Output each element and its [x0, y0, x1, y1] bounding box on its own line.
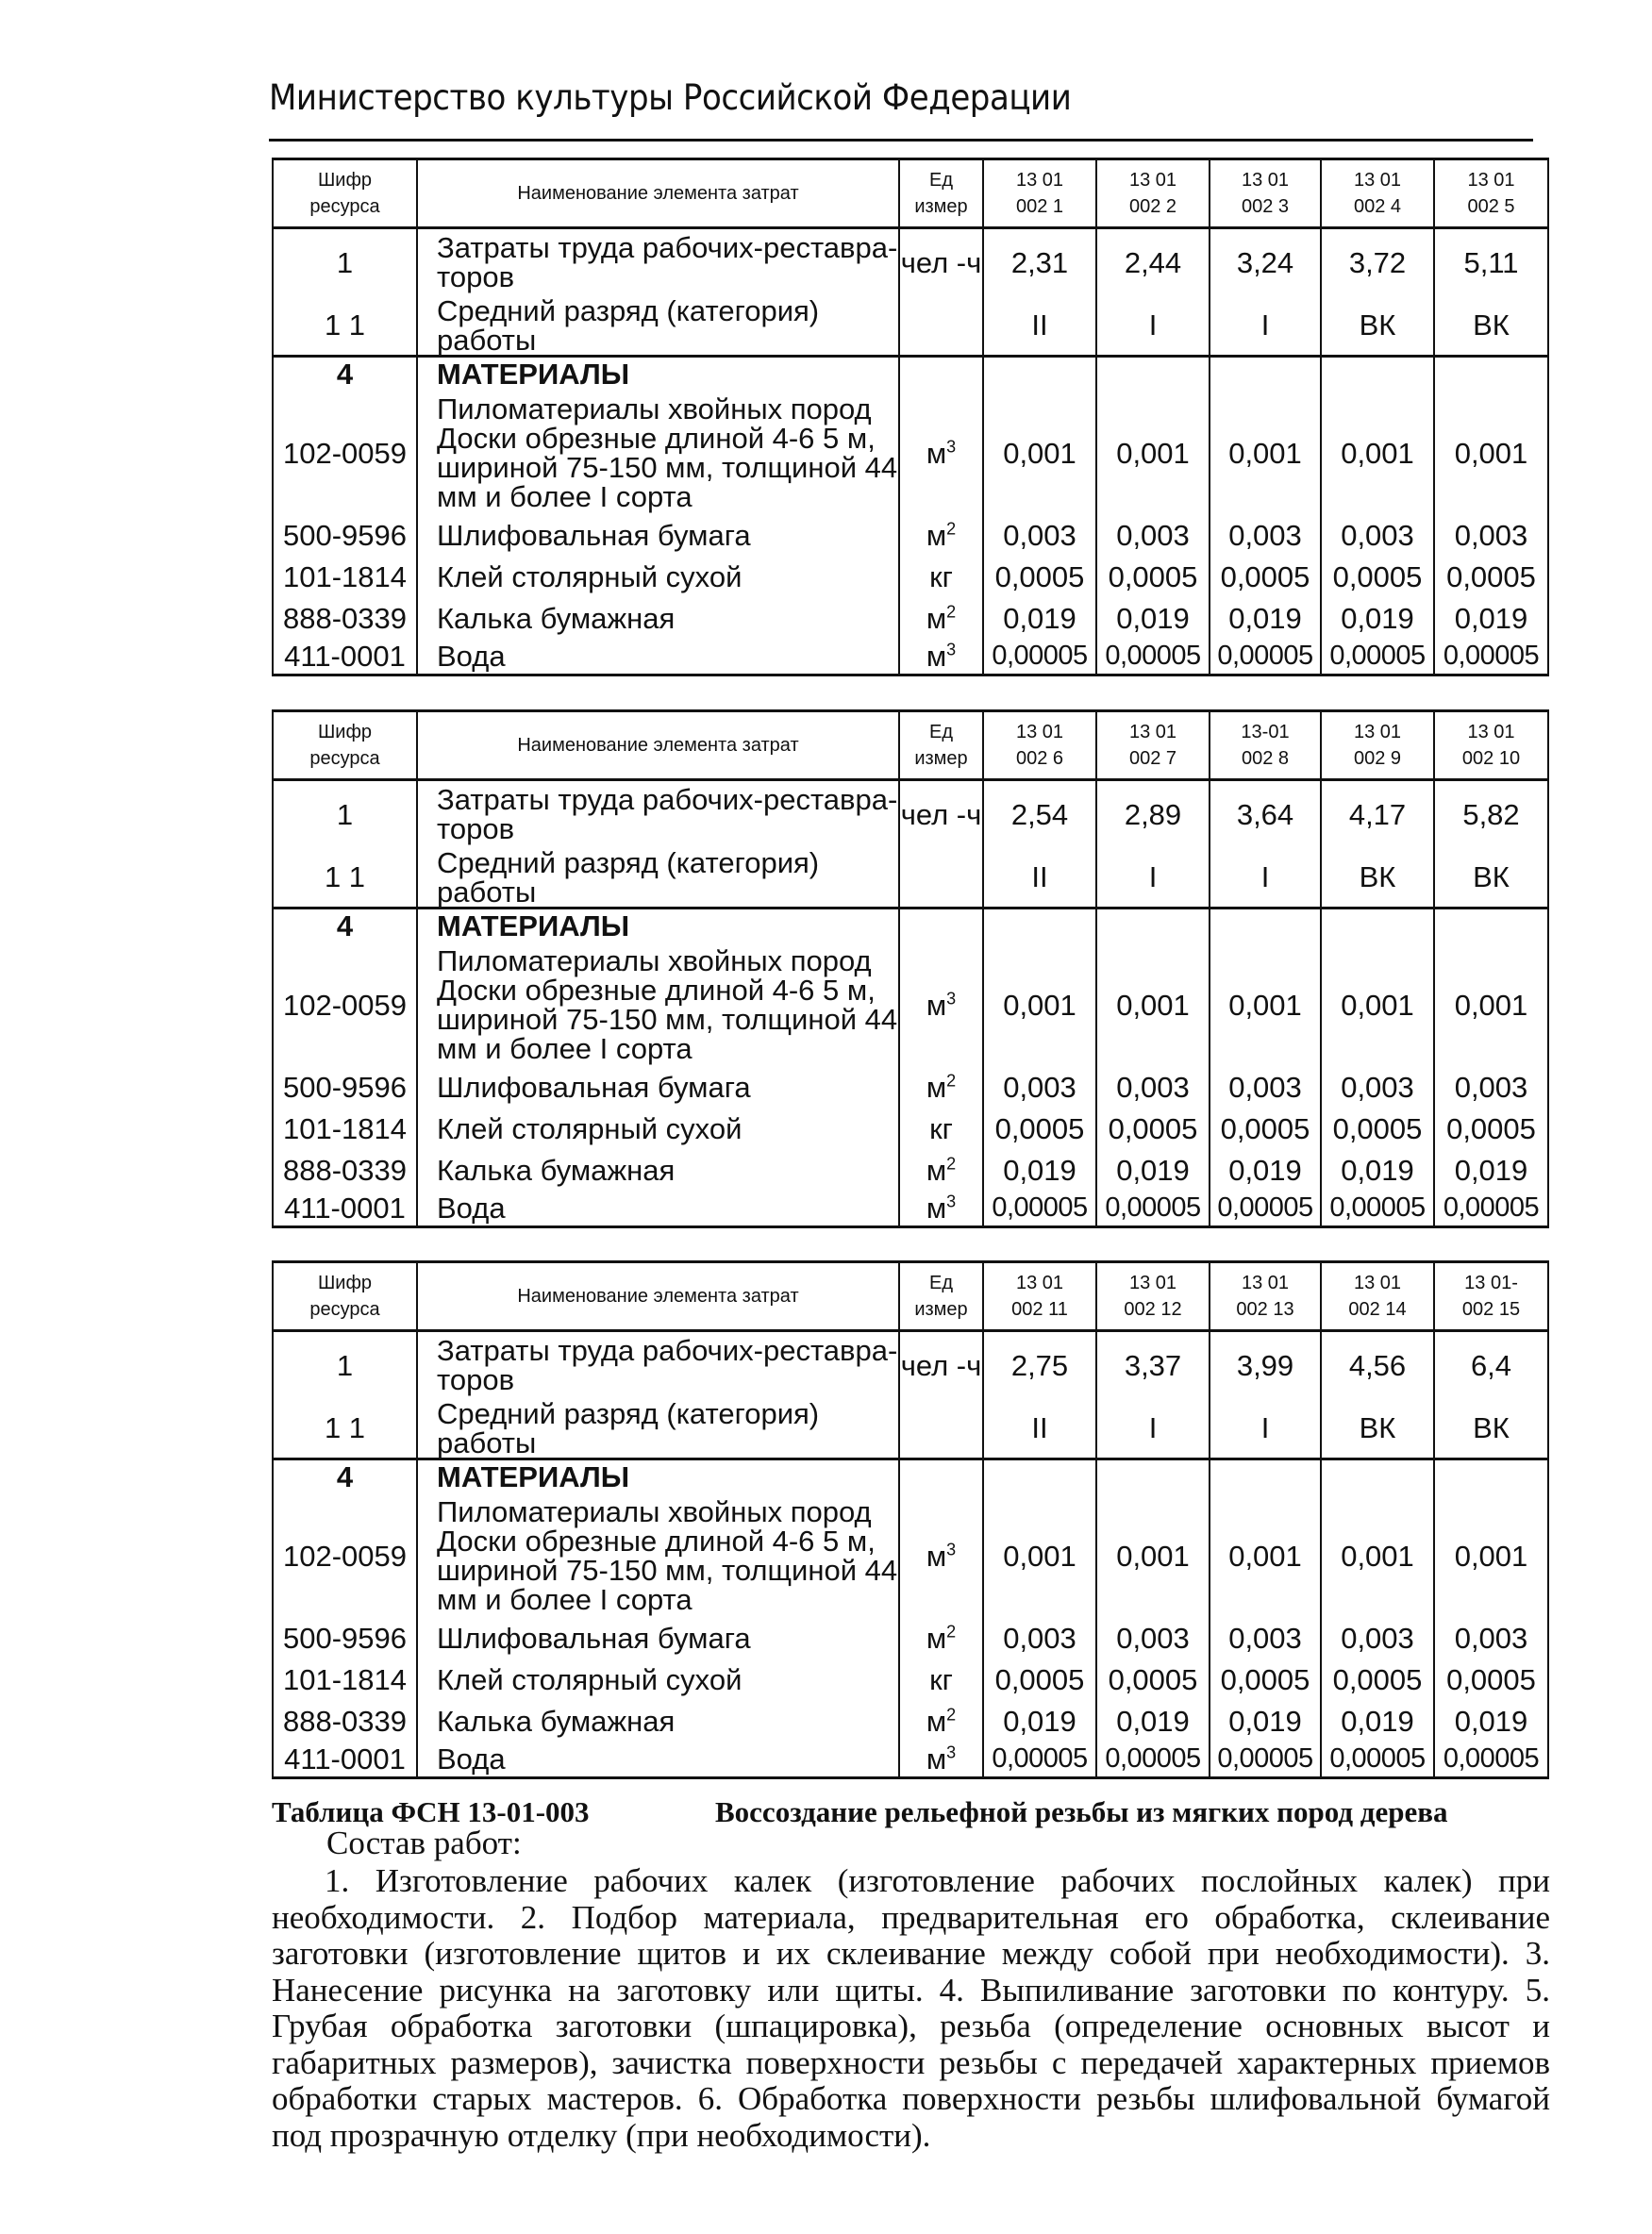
- value-cell: 5,82: [1434, 780, 1548, 848]
- unit-header: Ед измер: [899, 711, 983, 780]
- value-cell: 3,24: [1210, 228, 1321, 296]
- unit-cell: $м^3$: [899, 943, 983, 1066]
- table-row: [273, 848, 1548, 909]
- unit-cell: [899, 1459, 983, 1494]
- unit-cell: [899, 356, 983, 392]
- composition-text: 1. Изготовление рабочих калек (изготовление рабочих послойных калек) при необходимости. 2. Подбор материала, предварительная его обработка, склеивание заготовки (изготовление щитов и их склеивание между собой при необходимости). 3. Нанесение рисунка на заготовку или щиты. 4. Выпиливание заготовки по контуру. 5. Грубая обработка заготовки (шпацировка), резьба (определение основных высот и габаритных размеров), зачистка поверхности резьбы с передачей характерных приемов обработки старых мастеров. 6. Обработка поверхности резьбы шлифовальной бумагой под прозрачную отделку (при необходимости).: [272, 1862, 1550, 2154]
- value-cell: I: [1210, 848, 1321, 909]
- value-cell: 0,001: [1321, 392, 1434, 514]
- name-header: Наименование элемента затрат: [417, 1262, 899, 1331]
- code-cell: 1 1: [273, 1399, 417, 1459]
- name-cell: Затраты труда рабочих-реставра- торов: [417, 1331, 899, 1399]
- value-cell: 0,003: [1096, 514, 1210, 556]
- value-cell: 0,019: [1434, 597, 1548, 639]
- value-cell: 0,003: [983, 514, 1096, 556]
- code-cell: 1 1: [273, 848, 417, 909]
- value-cell: 0,00005: [1321, 1191, 1434, 1226]
- name-cell: Клей столярный сухой: [417, 556, 899, 597]
- value-cell: 0,003: [1321, 1617, 1434, 1659]
- table-row: [273, 1331, 1548, 1399]
- col-header: 13 01 002 6: [983, 711, 1096, 780]
- code-cell: 102-0059: [273, 1494, 417, 1617]
- col-header: 13 01 002 2: [1096, 159, 1210, 228]
- table-row: [273, 1494, 1548, 1617]
- value-cell: 0,019: [1434, 1149, 1548, 1191]
- value-cell: 0,003: [1434, 1617, 1548, 1659]
- value-cell: 0,001: [1434, 943, 1548, 1066]
- value-cell: I: [1096, 296, 1210, 357]
- unit-cell: [899, 848, 983, 909]
- value-cell: 0,00005: [1321, 639, 1434, 675]
- unit-cell: $м^3$: [899, 639, 983, 675]
- value-cell: 0,00005: [983, 1191, 1096, 1226]
- table-header-row: [273, 1262, 1548, 1331]
- value-cell: 0,00005: [1210, 1191, 1321, 1226]
- code-cell: 500-9596: [273, 1617, 417, 1659]
- value-cell: [1434, 1459, 1548, 1494]
- unit-cell: $м^3$: [899, 392, 983, 514]
- value-cell: 0,0005: [1434, 1659, 1548, 1700]
- value-cell: ВК: [1434, 1399, 1548, 1459]
- value-cell: 0,001: [1210, 392, 1321, 514]
- value-cell: 0,001: [1096, 943, 1210, 1066]
- name-cell: Шлифовальная бумага: [417, 1066, 899, 1108]
- value-cell: 4,17: [1321, 780, 1434, 848]
- unit-cell: [899, 908, 983, 943]
- value-cell: 0,001: [1210, 1494, 1321, 1617]
- value-cell: 0,001: [983, 943, 1096, 1066]
- unit-cell: [899, 1399, 983, 1459]
- value-cell: 0,0005: [1096, 556, 1210, 597]
- table-row: [273, 556, 1548, 597]
- col-header: 13 01 002 10: [1434, 711, 1548, 780]
- name-cell: Средний разряд (категория) работы: [417, 296, 899, 357]
- value-cell: 0,003: [1321, 1066, 1434, 1108]
- table-name: Воссоздание рельефной резьбы из мягких пород дерева: [715, 1795, 1448, 1828]
- name-cell: Пиломатериалы хвойных пород Доски обрезные длиной 4-6 5 м, шириной 75-150 мм, толщиной 44 мм и более I сорта: [417, 1494, 899, 1617]
- code-cell: 1: [273, 228, 417, 296]
- value-cell: 0,003: [1096, 1617, 1210, 1659]
- value-cell: 0,00005: [1210, 1742, 1321, 1777]
- value-cell: 0,00005: [983, 1742, 1096, 1777]
- value-cell: 2,54: [983, 780, 1096, 848]
- unit-cell: $м^2$: [899, 1617, 983, 1659]
- table-row: [273, 1149, 1548, 1191]
- value-cell: 0,00005: [1210, 639, 1321, 675]
- value-cell: II: [983, 848, 1096, 909]
- value-cell: [1096, 356, 1210, 392]
- unit-cell: $м^2$: [899, 1149, 983, 1191]
- code-header: Шифр ресурса: [273, 1262, 417, 1331]
- value-cell: 0,019: [1210, 1149, 1321, 1191]
- unit-cell: $м^2$: [899, 1066, 983, 1108]
- unit-cell: чел -ч: [899, 780, 983, 848]
- table-row: [273, 356, 1548, 392]
- table-header-row: [273, 711, 1548, 780]
- unit-cell: $м^3$: [899, 1494, 983, 1617]
- table-row: [273, 908, 1548, 943]
- value-cell: 0,0005: [1321, 1108, 1434, 1149]
- value-cell: I: [1096, 848, 1210, 909]
- value-cell: 4,56: [1321, 1331, 1434, 1399]
- code-cell: 1 1: [273, 296, 417, 357]
- name-cell: Вода: [417, 1191, 899, 1226]
- name-cell: Калька бумажная: [417, 1700, 899, 1742]
- table-row: [273, 639, 1548, 675]
- value-cell: 0,0005: [1210, 556, 1321, 597]
- value-cell: 0,019: [1434, 1700, 1548, 1742]
- value-cell: 0,00005: [1434, 1742, 1548, 1777]
- value-cell: 3,99: [1210, 1331, 1321, 1399]
- name-cell: Средний разряд (категория) работы: [417, 1399, 899, 1459]
- value-cell: II: [983, 1399, 1096, 1459]
- value-cell: [1210, 1459, 1321, 1494]
- table-row: [273, 1617, 1548, 1659]
- name-header: Наименование элемента затрат: [417, 159, 899, 228]
- section-heading: МАТЕРИАЛЫ: [417, 908, 899, 943]
- table-row: [273, 392, 1548, 514]
- value-cell: ВК: [1321, 296, 1434, 357]
- col-header: 13 01 002 9: [1321, 711, 1434, 780]
- value-cell: 0,019: [1321, 1149, 1434, 1191]
- table-row: [273, 1399, 1548, 1459]
- value-cell: 0,00005: [1096, 639, 1210, 675]
- value-cell: 0,019: [1096, 1700, 1210, 1742]
- value-cell: 0,003: [1434, 514, 1548, 556]
- value-cell: 0,00005: [1096, 1191, 1210, 1226]
- code-header: Шифр ресурса: [273, 159, 417, 228]
- table-row: [273, 1659, 1548, 1700]
- name-cell: Вода: [417, 639, 899, 675]
- value-cell: 3,72: [1321, 228, 1434, 296]
- value-cell: 0,001: [1096, 1494, 1210, 1617]
- table-row: [273, 1459, 1548, 1494]
- value-cell: 0,00005: [1434, 639, 1548, 675]
- name-header: Наименование элемента затрат: [417, 711, 899, 780]
- code-cell: 888-0339: [273, 597, 417, 639]
- value-cell: 0,019: [1210, 597, 1321, 639]
- value-cell: 0,00005: [1321, 1742, 1434, 1777]
- value-cell: 0,019: [1210, 1700, 1321, 1742]
- value-cell: [1210, 356, 1321, 392]
- value-cell: 0,0005: [1210, 1659, 1321, 1700]
- name-cell: Пиломатериалы хвойных пород Доски обрезные длиной 4-6 5 м, шириной 75-150 мм, толщиной 44 мм и более I сорта: [417, 943, 899, 1066]
- table-row: [273, 514, 1548, 556]
- value-cell: 0,001: [1434, 1494, 1548, 1617]
- value-cell: [1321, 1459, 1434, 1494]
- section-heading: МАТЕРИАЛЫ: [417, 1459, 899, 1494]
- value-cell: 0,019: [983, 597, 1096, 639]
- value-cell: 0,0005: [1096, 1108, 1210, 1149]
- table-number: Таблица ФСН 13-01-003: [272, 1795, 590, 1828]
- code-cell: 4: [273, 1459, 417, 1494]
- unit-cell: чел -ч: [899, 1331, 983, 1399]
- col-header: 13 01 002 1: [983, 159, 1096, 228]
- col-header: 13 01 002 7: [1096, 711, 1210, 780]
- value-cell: 0,001: [1434, 392, 1548, 514]
- value-cell: I: [1210, 296, 1321, 357]
- value-cell: 2,31: [983, 228, 1096, 296]
- value-cell: 0,003: [1210, 514, 1321, 556]
- name-cell: Калька бумажная: [417, 597, 899, 639]
- col-header: 13 01 002 12: [1096, 1262, 1210, 1331]
- value-cell: 0,0005: [1210, 1108, 1321, 1149]
- value-cell: 0,0005: [983, 1659, 1096, 1700]
- col-header: 13 01 002 3: [1210, 159, 1321, 228]
- code-cell: 1: [273, 780, 417, 848]
- value-cell: 0,001: [1096, 392, 1210, 514]
- code-cell: 411-0001: [273, 1742, 417, 1777]
- value-cell: [1321, 908, 1434, 943]
- col-header: 13 01 002 13: [1210, 1262, 1321, 1331]
- value-cell: 0,0005: [1321, 556, 1434, 597]
- value-cell: [1321, 356, 1434, 392]
- value-cell: 0,00005: [1434, 1191, 1548, 1226]
- unit-cell: $м^3$: [899, 1191, 983, 1226]
- value-cell: 2,89: [1096, 780, 1210, 848]
- name-cell: Средний разряд (категория) работы: [417, 848, 899, 909]
- unit-cell: кг: [899, 1659, 983, 1700]
- value-cell: 0,019: [983, 1149, 1096, 1191]
- value-cell: [1096, 908, 1210, 943]
- unit-cell: чел -ч: [899, 228, 983, 296]
- name-cell: Вода: [417, 1742, 899, 1777]
- value-cell: 0,003: [1321, 514, 1434, 556]
- unit-cell: [899, 296, 983, 357]
- table-row: [273, 780, 1548, 848]
- value-cell: 6,4: [1434, 1331, 1548, 1399]
- code-cell: 102-0059: [273, 392, 417, 514]
- value-cell: 0,001: [983, 1494, 1096, 1617]
- table-row: [273, 1191, 1548, 1226]
- value-cell: [983, 1459, 1096, 1494]
- value-cell: ВК: [1434, 848, 1548, 909]
- table-row: [273, 597, 1548, 639]
- value-cell: 3,37: [1096, 1331, 1210, 1399]
- value-cell: 0,003: [1210, 1066, 1321, 1108]
- col-header: 13 01 002 5: [1434, 159, 1548, 228]
- unit-cell: $м^2$: [899, 597, 983, 639]
- value-cell: 0,00005: [1096, 1742, 1210, 1777]
- name-cell: Клей столярный сухой: [417, 1108, 899, 1149]
- value-cell: 0,003: [983, 1066, 1096, 1108]
- code-cell: 101-1814: [273, 1108, 417, 1149]
- header-rule: [269, 139, 1533, 142]
- code-cell: 4: [273, 356, 417, 392]
- name-cell: Затраты труда рабочих-реставра- торов: [417, 780, 899, 848]
- unit-header: Ед измер: [899, 1262, 983, 1331]
- value-cell: 3,64: [1210, 780, 1321, 848]
- table-header-row: [273, 159, 1548, 228]
- value-cell: 0,0005: [1321, 1659, 1434, 1700]
- col-header: 13 01 002 14: [1321, 1262, 1434, 1331]
- value-cell: 0,0005: [1096, 1659, 1210, 1700]
- value-cell: 0,0005: [983, 556, 1096, 597]
- unit-cell: $м^2$: [899, 514, 983, 556]
- value-cell: I: [1210, 1399, 1321, 1459]
- table-row: [273, 1700, 1548, 1742]
- value-cell: [1434, 908, 1548, 943]
- value-cell: 0,00005: [983, 639, 1096, 675]
- unit-header: Ед измер: [899, 159, 983, 228]
- name-cell: Клей столярный сухой: [417, 1659, 899, 1700]
- value-cell: 5,11: [1434, 228, 1548, 296]
- unit-cell: кг: [899, 556, 983, 597]
- name-cell: Шлифовальная бумага: [417, 1617, 899, 1659]
- value-cell: 0,003: [1210, 1617, 1321, 1659]
- value-cell: 0,019: [983, 1700, 1096, 1742]
- code-header: Шифр ресурса: [273, 711, 417, 780]
- value-cell: [983, 908, 1096, 943]
- value-cell: 0,003: [1434, 1066, 1548, 1108]
- name-cell: Пиломатериалы хвойных пород Доски обрезные длиной 4-6 5 м, шириной 75-150 мм, толщиной 44 мм и более I сорта: [417, 392, 899, 514]
- resource-table-2: [272, 709, 1549, 1228]
- value-cell: 0,001: [983, 392, 1096, 514]
- value-cell: 0,001: [1321, 943, 1434, 1066]
- value-cell: 0,001: [1210, 943, 1321, 1066]
- value-cell: 0,003: [1096, 1066, 1210, 1108]
- value-cell: 0,019: [1321, 597, 1434, 639]
- code-cell: 101-1814: [273, 556, 417, 597]
- resource-table-3: [272, 1260, 1549, 1779]
- value-cell: 0,0005: [983, 1108, 1096, 1149]
- value-cell: 0,019: [1096, 597, 1210, 639]
- unit-cell: $м^3$: [899, 1742, 983, 1777]
- code-cell: 411-0001: [273, 1191, 417, 1226]
- value-cell: 0,019: [1096, 1149, 1210, 1191]
- code-cell: 102-0059: [273, 943, 417, 1066]
- value-cell: ВК: [1321, 1399, 1434, 1459]
- name-cell: Затраты труда рабочих-реставра- торов: [417, 228, 899, 296]
- col-header: 13 01- 002 15: [1434, 1262, 1548, 1331]
- code-cell: 500-9596: [273, 1066, 417, 1108]
- value-cell: 2,75: [983, 1331, 1096, 1399]
- code-cell: 888-0339: [273, 1149, 417, 1191]
- value-cell: ВК: [1321, 848, 1434, 909]
- unit-cell: $м^2$: [899, 1700, 983, 1742]
- code-cell: 1: [273, 1331, 417, 1399]
- section-heading: МАТЕРИАЛЫ: [417, 356, 899, 392]
- value-cell: ВК: [1434, 296, 1548, 357]
- value-cell: 0,003: [983, 1617, 1096, 1659]
- table-row: [273, 296, 1548, 357]
- value-cell: [1210, 908, 1321, 943]
- col-header: 13 01 002 11: [983, 1262, 1096, 1331]
- value-cell: [1096, 1459, 1210, 1494]
- unit-cell: кг: [899, 1108, 983, 1149]
- value-cell: 2,44: [1096, 228, 1210, 296]
- code-cell: 500-9596: [273, 514, 417, 556]
- col-header: 13 01 002 4: [1321, 159, 1434, 228]
- code-cell: 101-1814: [273, 1659, 417, 1700]
- table-row: [273, 1742, 1548, 1777]
- table-row: [273, 1066, 1548, 1108]
- value-cell: 0,0005: [1434, 556, 1548, 597]
- value-cell: 0,019: [1321, 1700, 1434, 1742]
- resource-table-1: [272, 158, 1549, 676]
- table-row: [273, 228, 1548, 296]
- code-cell: 888-0339: [273, 1700, 417, 1742]
- value-cell: 0,001: [1321, 1494, 1434, 1617]
- code-cell: 411-0001: [273, 639, 417, 675]
- value-cell: [983, 356, 1096, 392]
- value-cell: II: [983, 296, 1096, 357]
- value-cell: I: [1096, 1399, 1210, 1459]
- value-cell: [1434, 356, 1548, 392]
- col-header: 13-01 002 8: [1210, 711, 1321, 780]
- code-cell: 4: [273, 908, 417, 943]
- name-cell: Калька бумажная: [417, 1149, 899, 1191]
- table-row: [273, 943, 1548, 1066]
- page-header: Министерство культуры Российской Федерации: [269, 77, 1072, 118]
- composition-label: Состав работ:: [326, 1825, 522, 1861]
- value-cell: 0,0005: [1434, 1108, 1548, 1149]
- name-cell: Шлифовальная бумага: [417, 514, 899, 556]
- table-row: [273, 1108, 1548, 1149]
